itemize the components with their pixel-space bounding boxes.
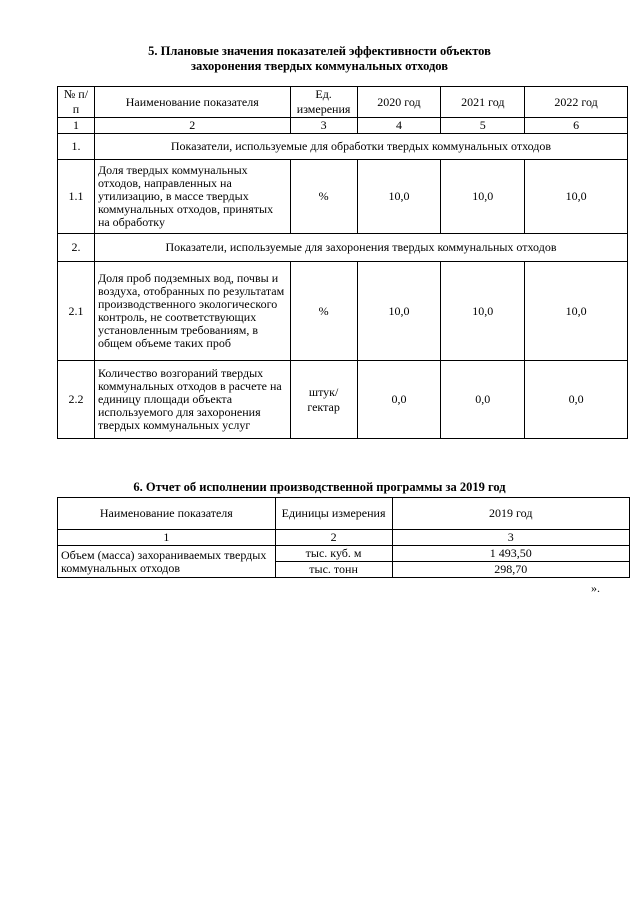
section5-title-line2: захоронения твердых коммунальных отходов bbox=[191, 59, 448, 73]
row-num: 1.1 bbox=[58, 160, 95, 234]
closing-quote: ». bbox=[591, 581, 600, 595]
col-number: 4 bbox=[357, 118, 441, 134]
value-2020: 0,0 bbox=[357, 361, 441, 439]
header-2020: 2020 год bbox=[357, 87, 441, 118]
header-unit: Единицы измерения bbox=[275, 498, 392, 530]
indicator-name: Доля проб подземных вод, почвы и воздуха, отобранных по результатам производственного экологического контроль, не соответствующих установленным требованиям, в общем объеме таких проб bbox=[94, 262, 290, 361]
header-2021: 2021 год bbox=[441, 87, 525, 118]
group-row bbox=[58, 134, 628, 160]
header-name: Наименование показателя bbox=[58, 498, 276, 530]
col-number: 3 bbox=[392, 530, 630, 546]
value-2022: 0,0 bbox=[525, 361, 628, 439]
col-number: 1 bbox=[58, 118, 95, 134]
header-year: 2019 год bbox=[392, 498, 630, 530]
program-report-table bbox=[57, 497, 630, 578]
indicator-unit: штук/ гектар bbox=[290, 361, 357, 439]
group-row bbox=[58, 234, 628, 262]
value-mass: 298,70 bbox=[392, 562, 630, 578]
indicator-name: Доля твердых коммунальных отходов, направленных на утилизацию, в массе твердых коммунальных отходов, принятых на обработку bbox=[94, 160, 290, 234]
header-unit: Ед. измерения bbox=[290, 87, 357, 118]
header-2022: 2022 год bbox=[525, 87, 628, 118]
indicator-name: Количество возгораний твердых коммунальных отходов в расчете на единицу площади объекта используемого для захоронения твердых коммунальных услуг bbox=[94, 361, 290, 439]
section5-title-line1: 5. Плановые значения показателей эффективности объектов bbox=[148, 44, 491, 58]
value-2021: 10,0 bbox=[441, 262, 525, 361]
group-title: Показатели, используемые для захоронения твердых коммунальных отходов bbox=[94, 234, 627, 262]
row-num: 2.2 bbox=[58, 361, 95, 439]
col-number: 5 bbox=[441, 118, 525, 134]
value-2022: 10,0 bbox=[525, 160, 628, 234]
value-2021: 10,0 bbox=[441, 160, 525, 234]
col-number: 3 bbox=[290, 118, 357, 134]
performance-indicators-table bbox=[57, 86, 628, 439]
unit-volume: тыс. куб. м bbox=[275, 546, 392, 562]
header-row bbox=[58, 498, 630, 530]
unit-mass: тыс. тонн bbox=[275, 562, 392, 578]
header-num: № п/п bbox=[58, 87, 95, 118]
section6-title: 6. Отчет об исполнении производственной программы за 2019 год bbox=[133, 480, 506, 494]
group-title: Показатели, используемые для обработки твердых коммунальных отходов bbox=[94, 134, 627, 160]
value-2021: 0,0 bbox=[441, 361, 525, 439]
group-num: 2. bbox=[58, 234, 95, 262]
table-row bbox=[58, 262, 628, 361]
value-2020: 10,0 bbox=[357, 262, 441, 361]
value-2022: 10,0 bbox=[525, 262, 628, 361]
table-row bbox=[58, 546, 630, 562]
table-row bbox=[58, 160, 628, 234]
row-num: 2.1 bbox=[58, 262, 95, 361]
col-number: 2 bbox=[275, 530, 392, 546]
indicator-unit: % bbox=[290, 160, 357, 234]
value-2020: 10,0 bbox=[357, 160, 441, 234]
indicator-name: Объем (масса) захораниваемых твердых коммунальных отходов bbox=[58, 546, 276, 578]
col-number: 1 bbox=[58, 530, 276, 546]
header-name: Наименование показателя bbox=[94, 87, 290, 118]
indicator-unit: % bbox=[290, 262, 357, 361]
value-volume: 1 493,50 bbox=[392, 546, 630, 562]
column-numbers-row bbox=[58, 530, 630, 546]
group-num: 1. bbox=[58, 134, 95, 160]
column-numbers-row bbox=[58, 118, 628, 134]
col-number: 2 bbox=[94, 118, 290, 134]
col-number: 6 bbox=[525, 118, 628, 134]
table-row bbox=[58, 361, 628, 439]
header-row bbox=[58, 87, 628, 118]
